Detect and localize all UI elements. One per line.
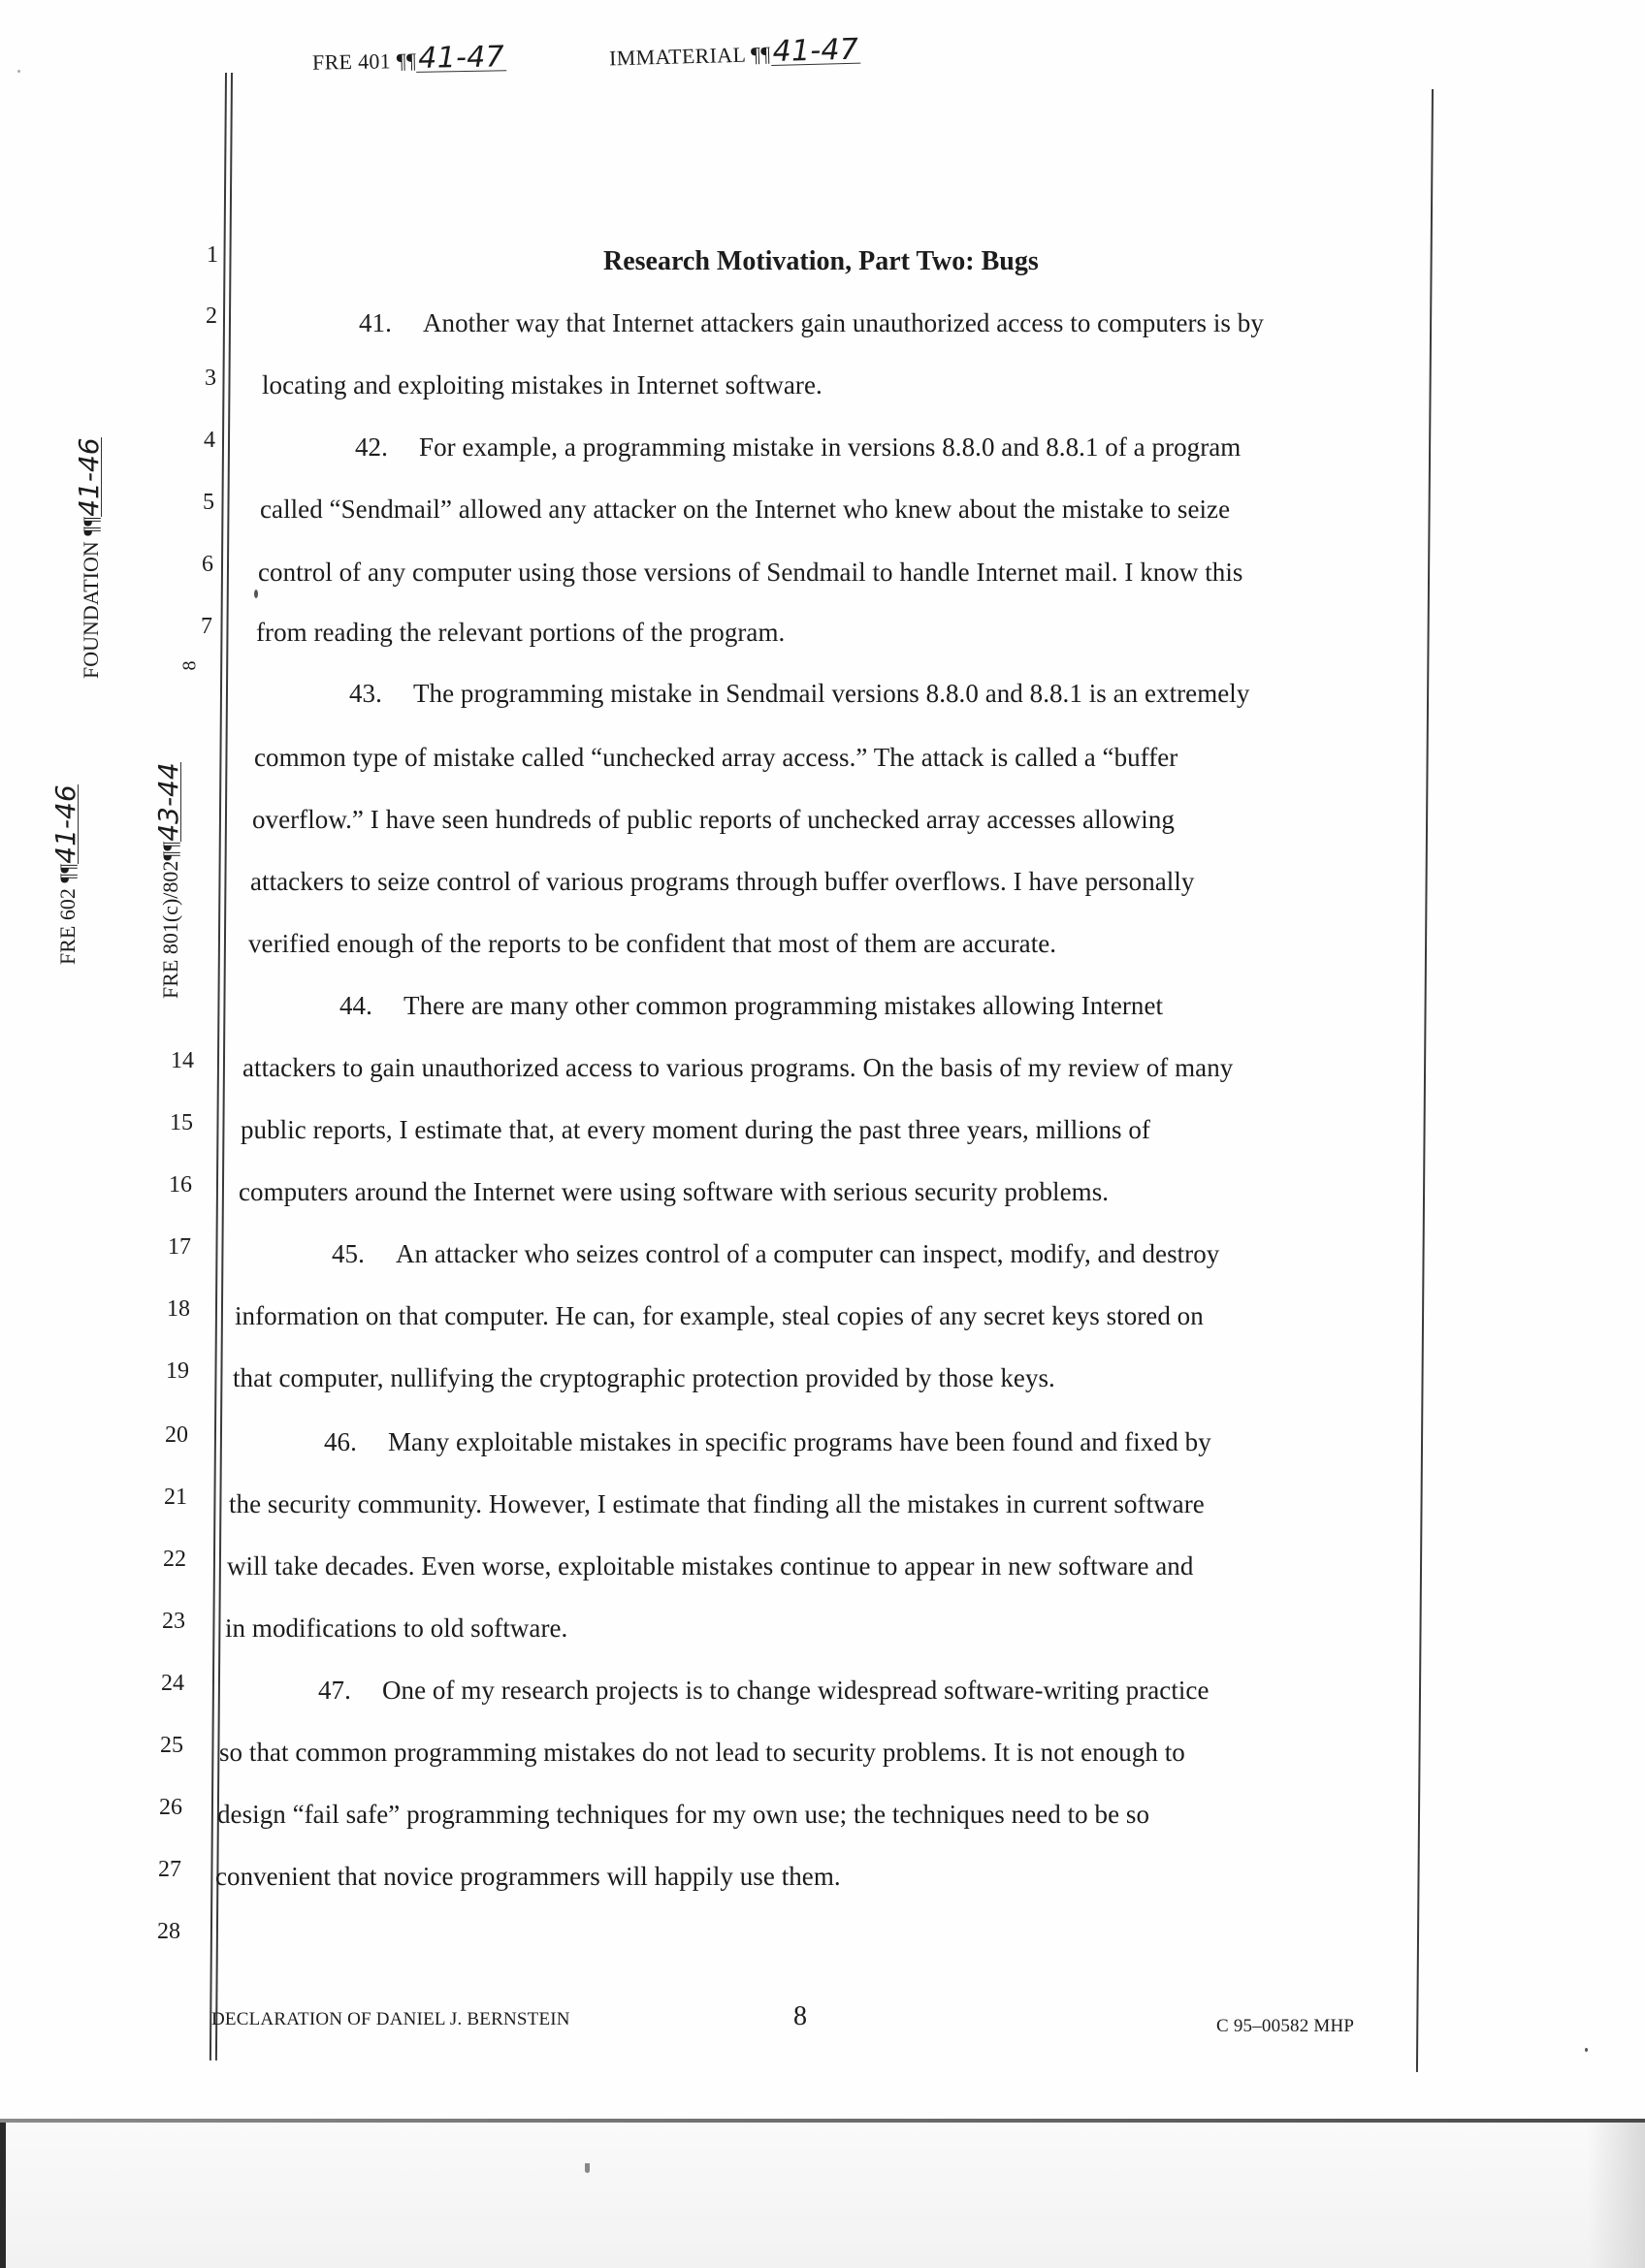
line-number: 4: [204, 428, 215, 453]
line-number: 6: [202, 552, 213, 577]
paragraph-46-line-1: 46. Many exploitable mistakes in specific programs have been found and fixed by: [324, 1427, 1211, 1456]
paragraph-42-line-2: called “Sendmail” allowed any attacker on the Internet who knew about the mistake to seize: [260, 495, 1231, 524]
scanner-left-bar: [0, 2123, 6, 2268]
paragraph-41-line-2: locating and exploiting mistakes in Internet software.: [262, 370, 822, 399]
paragraph-47-line-2: so that common programming mistakes do not lead to security problems. It is not enough to: [219, 1738, 1185, 1767]
line-number: 16: [169, 1172, 192, 1198]
paragraph-47-line-3: design “fail safe” programming techniques for my own use; the techniques need to be so: [217, 1800, 1150, 1829]
line-number: 8: [178, 660, 201, 671]
section-heading: Research Motivation, Part Two: Bugs: [603, 246, 1039, 276]
paragraph-43-line-4: attackers to seize control of various programs through buffer overflows. I have personally: [250, 867, 1195, 896]
foundation-handwritten-range: 41-46: [73, 437, 105, 517]
paragraph-number: 47.: [318, 1676, 351, 1705]
paragraph-45-line-3: that computer, nullifying the cryptographic protection provided by those keys.: [233, 1363, 1055, 1392]
line-number: 3: [205, 366, 216, 391]
paragraph-45-line-1: 45. An attacker who seizes control of a computer can inspect, modify, and destroy: [332, 1239, 1220, 1268]
line-number: 2: [206, 303, 217, 329]
line-number: 1: [207, 242, 218, 268]
paragraph-number: 43.: [349, 679, 382, 708]
paragraph-46-line-3: will take decades. Even worse, exploitable mistakes continue to appear in new software and: [227, 1551, 1194, 1581]
paragraph-number: 46.: [324, 1427, 357, 1456]
foundation-stamp: [73, 437, 105, 679]
paragraph-41-line-1: 41. Another way that Internet attackers gain unauthorized access to computers is by: [359, 308, 1264, 337]
paragraph-number: 44.: [339, 991, 372, 1020]
fre602-handwritten-range: 41-46: [49, 784, 81, 864]
paragraph-number: 41.: [359, 308, 392, 337]
footer-document-title: DECLARATION OF DANIEL J. BERNSTEIN: [211, 2009, 570, 2029]
line-number: 25: [160, 1733, 183, 1758]
paragraph-42-line-1: 42. For example, a programming mistake in versions 8.8.0 and 8.8.1 of a program: [355, 432, 1242, 462]
fre401-handwritten-range: 41-47: [417, 40, 505, 76]
paragraph-47-line-4: convenient that novice programmers will happily use them.: [215, 1862, 841, 1891]
scan-speck: [1585, 2048, 1588, 2052]
line-number: 19: [166, 1358, 189, 1384]
scanner-background: [0, 2123, 1645, 2268]
scan-speck: [17, 70, 20, 73]
scan-speck: [585, 2163, 590, 2173]
paragraph-43-line-5: verified enough of the reports to be confident that most of them are accurate.: [248, 929, 1057, 958]
paragraph-44-line-3: public reports, I estimate that, at every moment during the past three years, millions of: [241, 1115, 1150, 1144]
line-number: 15: [170, 1110, 193, 1135]
scan-speck: [254, 590, 258, 598]
fre401-stamp: [311, 40, 506, 76]
line-number: 28: [157, 1919, 180, 1944]
line-number: 5: [203, 490, 214, 515]
paragraph-46-line-4: in modifications to old software.: [225, 1613, 568, 1643]
right-margin-rule: [1416, 89, 1434, 2072]
fre801-handwritten-range: 43-44: [152, 762, 184, 842]
foundation-label: FOUNDATION ¶¶: [79, 516, 103, 679]
paragraph-47-line-1: 47. One of my research projects is to change widespread software-writing practice: [318, 1676, 1210, 1705]
line-number: 27: [158, 1857, 181, 1882]
paragraph-42-line-3: control of any computer using those versions of Sendmail to handle Internet mail. I know this: [258, 558, 1243, 587]
paragraph-44-line-1: 44. There are many other common programming mistakes allowing Internet: [339, 991, 1164, 1020]
line-number: 21: [164, 1485, 187, 1510]
paragraph-43-line-2: common type of mistake called “unchecked array access.” The attack is called a “buffer: [254, 743, 1178, 772]
fre801-stamp: [152, 762, 184, 999]
line-number: 26: [159, 1795, 182, 1820]
paragraph-number: 42.: [355, 432, 388, 462]
line-number: 17: [168, 1234, 191, 1260]
fre602-stamp: [49, 784, 81, 965]
fre401-label: FRE 401 ¶¶: [311, 48, 417, 75]
paragraph-43-line-1: 43. The programming mistake in Sendmail versions 8.8.0 and 8.8.1 is an extremely: [349, 679, 1250, 708]
paragraph-45-line-2: information on that computer. He can, for example, steal copies of any secret keys stored on: [235, 1301, 1204, 1330]
line-number: 18: [167, 1296, 190, 1322]
line-number: 14: [171, 1048, 194, 1073]
immaterial-handwritten-range: 41-47: [772, 32, 859, 69]
line-number: 24: [161, 1671, 184, 1696]
footer-case-number: C 95–00582 MHP: [1216, 2016, 1355, 2036]
paragraph-42-line-4: from reading the relevant portions of the program.: [256, 618, 786, 647]
paragraph-43-line-3: overflow.” I have seen hundreds of public reports of unchecked array accesses allowing: [252, 805, 1175, 834]
paragraph-44-line-2: attackers to gain unauthorized access to various programs. On the basis of my review of many: [242, 1053, 1234, 1082]
fre801-label: FRE 801(c)/802¶¶: [158, 841, 182, 999]
line-number: 22: [163, 1547, 186, 1572]
line-number: 7: [201, 614, 212, 639]
fre602-label: FRE 602 ¶¶: [55, 863, 80, 965]
line-number: 20: [165, 1422, 188, 1448]
scanner-right-shade: [1587, 2123, 1645, 2268]
paragraph-44-line-4: computers around the Internet were using software with serious security problems.: [239, 1177, 1110, 1206]
footer-page-number: 8: [793, 2001, 808, 2031]
immaterial-label: IMMATERIAL ¶¶: [608, 42, 771, 71]
paragraph-number: 45.: [332, 1239, 365, 1268]
paragraph-46-line-2: the security community. However, I estimate that finding all the mistakes in current software: [229, 1489, 1205, 1518]
line-number: 23: [162, 1609, 185, 1634]
immaterial-stamp: [608, 32, 861, 72]
